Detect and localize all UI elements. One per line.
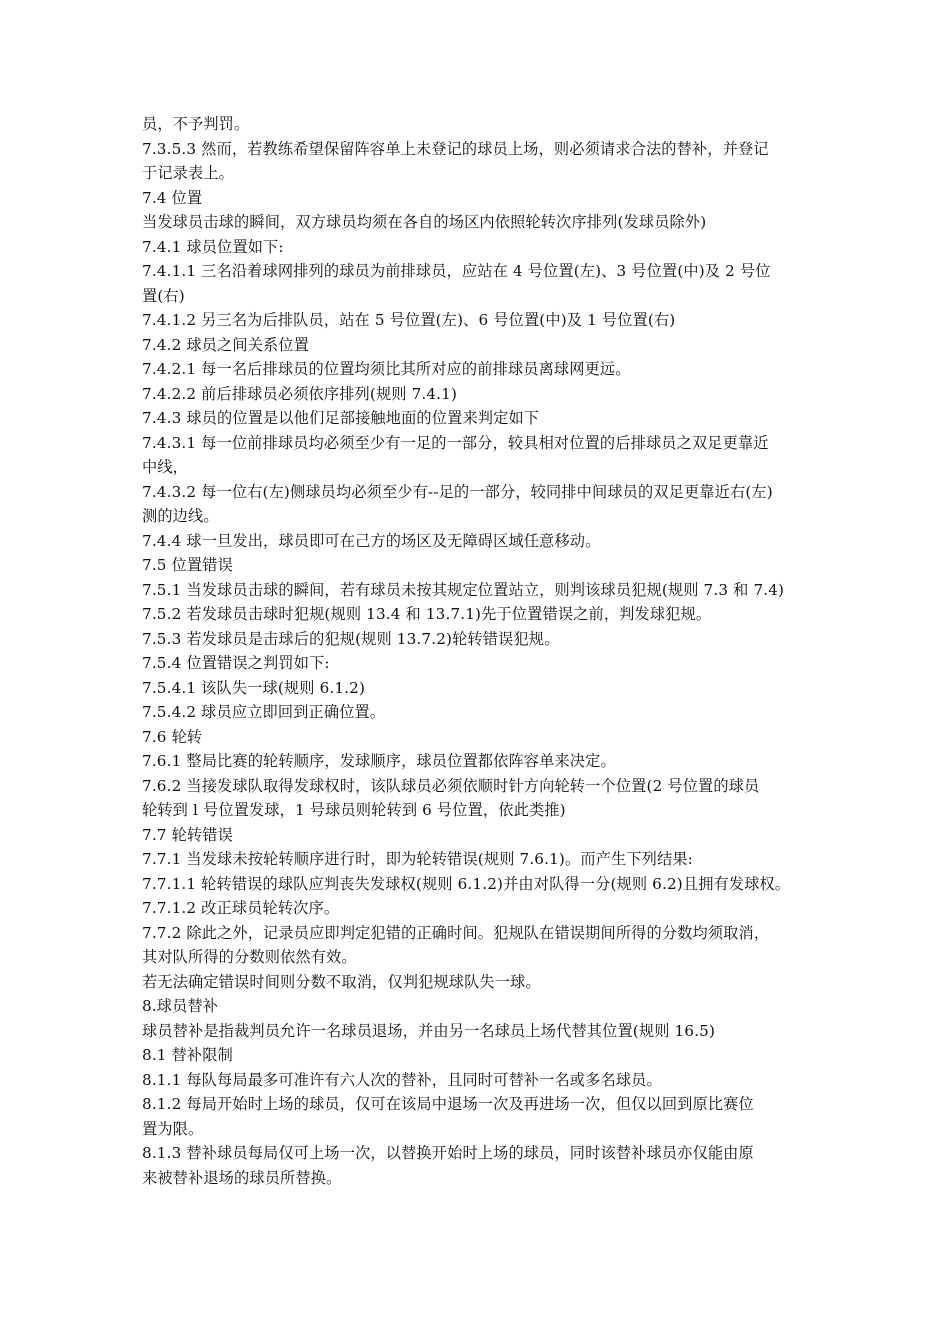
text-line: 7.4.2.2 前后排球员必须依序排列(规则 7.4.1): [142, 384, 458, 403]
text-line: 7.5.4.2 球员应立即回到正确位置。: [142, 703, 386, 721]
text-line: 7.4.3.1 每一位前排球员均必须至少有一足的一部分，较具相对位置的后排球员之双足更靠近: [142, 433, 769, 452]
text-line: 7.5.2 若发球员击球时犯规(规则 13.4 和 13.7.1)先于位置错误之前，判发球犯规。: [142, 605, 712, 623]
document-page: [142, 112, 814, 1190]
text-line: 7.4.2 球员之间关系位置: [142, 335, 310, 354]
text-line: 球员替补是指裁判员允许一名球员退场，并由另一名球员上场代替其位置(规则 16.5): [142, 1021, 716, 1040]
text-line: 7.4.1.2 另三名为后排队员，站在 5 号位置(左)、6 号位置(中)及 1 号位置(右): [142, 311, 676, 329]
text-line: 其对队所得的分数则依然有效。: [142, 948, 357, 966]
text-line: 7.4.3 球员的位置是以他们足部接触地面的位置来判定如下: [142, 409, 540, 427]
text-line: 中线，: [142, 458, 189, 476]
text-line: 7.4.1.1 三名沿着球网排列的球员为前排球员，应站在 4 号位置(左)、3 号位置(中)及 2 号位: [142, 262, 771, 280]
text-line: 置(右): [142, 286, 185, 305]
text-line: 7.4.2.1 每一名后排球员的位置均须比其所对应的前排球员离球网更远。: [142, 360, 631, 378]
text-line: 若无法确定错误时间则分数不取消，仅判犯规球队失一球。: [142, 972, 541, 991]
text-line: 8.1.2 每局开始时上场的球员，仅可在该局中退场一次及再进场一次，但仅以回到原比赛位: [142, 1095, 754, 1113]
text-line: 来被替补退场的球员所替换。: [142, 1168, 342, 1187]
text-line: 7.7.1.2 改正球员轮转次序。: [142, 899, 340, 917]
text-line: 8.1 替补限制: [142, 1046, 233, 1064]
text-line: 7.6 轮转: [142, 727, 203, 746]
text-line: 7.5 位置错误: [142, 556, 233, 574]
text-line: 员，不予判罚。: [142, 115, 250, 133]
text-line: 7.7.2 除此之外，记录员应即判定犯错的正确时间。犯规队在错误期间所得的分数均须取消，: [142, 923, 770, 942]
text-line: 7.4.4 球一旦发出，球员即可在己方的场区及无障碍区域任意移动。: [142, 531, 601, 550]
text-line: 测的边线。: [142, 507, 219, 525]
text-line: 7.6.1 整局比赛的轮转顺序，发球顺序，球员位置都依阵容单来决定。: [142, 752, 616, 770]
text-line: 8.1.3 替补球员每局仅可上场一次，以替换开始时上场的球员，同时该替补球员亦仅能由原: [142, 1144, 754, 1162]
text-line: 7.7.1.1 轮转错误的球队应判丧失发球权(规则 6.1.2)并由对队得一分(规则 6.2)且拥有发球权。: [142, 874, 791, 893]
text-line: 7.5.3 若发球员是击球后的犯规(规则 13.7.2)轮转错误犯规。: [142, 629, 560, 648]
text-line: 8.球员替补: [142, 997, 219, 1015]
text-line: 7.6.2 当接发球队取得发球权时，该队球员必须依顺时针方向轮转一个位置(2 号位置的球员: [142, 776, 760, 795]
text-line: 于记录表上。: [142, 164, 235, 182]
text-line: 当发球员击球的瞬间，双方球员均须在各自的场区内依照轮转次序排列(发球员除外): [142, 213, 707, 231]
text-line: 7.5.4.1 该队失一球(规则 6.1.2): [142, 678, 366, 697]
text-line: 7.7.1 当发球未按轮转顺序进行时，即为轮转错误(规则 7.6.1)。而产生下列结果:: [142, 850, 693, 868]
text-line: 轮转到 l 号位置发球，1 号球员则轮转到 6 号位置，依此类推): [142, 801, 566, 819]
text-line: 7.4 位置: [142, 188, 203, 207]
text-line: 7.7 轮转错误: [142, 825, 233, 844]
text-line: 置为限。: [142, 1119, 204, 1138]
text-line: 8.1.1 每队每局最多可准许有六人次的替补，且同时可替补一名或多名球员。: [142, 1070, 662, 1089]
text-line: 7.4.1 球员位置如下:: [142, 237, 284, 256]
text-line: 7.4.3.2 每一位右(左)侧球员均必须至少有--足的一部分，较同排中间球员的双足更靠近右(左): [142, 482, 773, 501]
text-line: 7.5.4 位置错误之判罚如下:: [142, 654, 330, 672]
text-line: 7.3.5.3 然而，若教练希望保留阵容单上未登记的球员上场，则必须请求合法的替补，并登记: [142, 139, 769, 158]
text-line: 7.5.1 当发球员击球的瞬间，若有球员未按其规定位置站立，则判该球员犯规(规则 7.3 和 7.4): [142, 580, 785, 599]
